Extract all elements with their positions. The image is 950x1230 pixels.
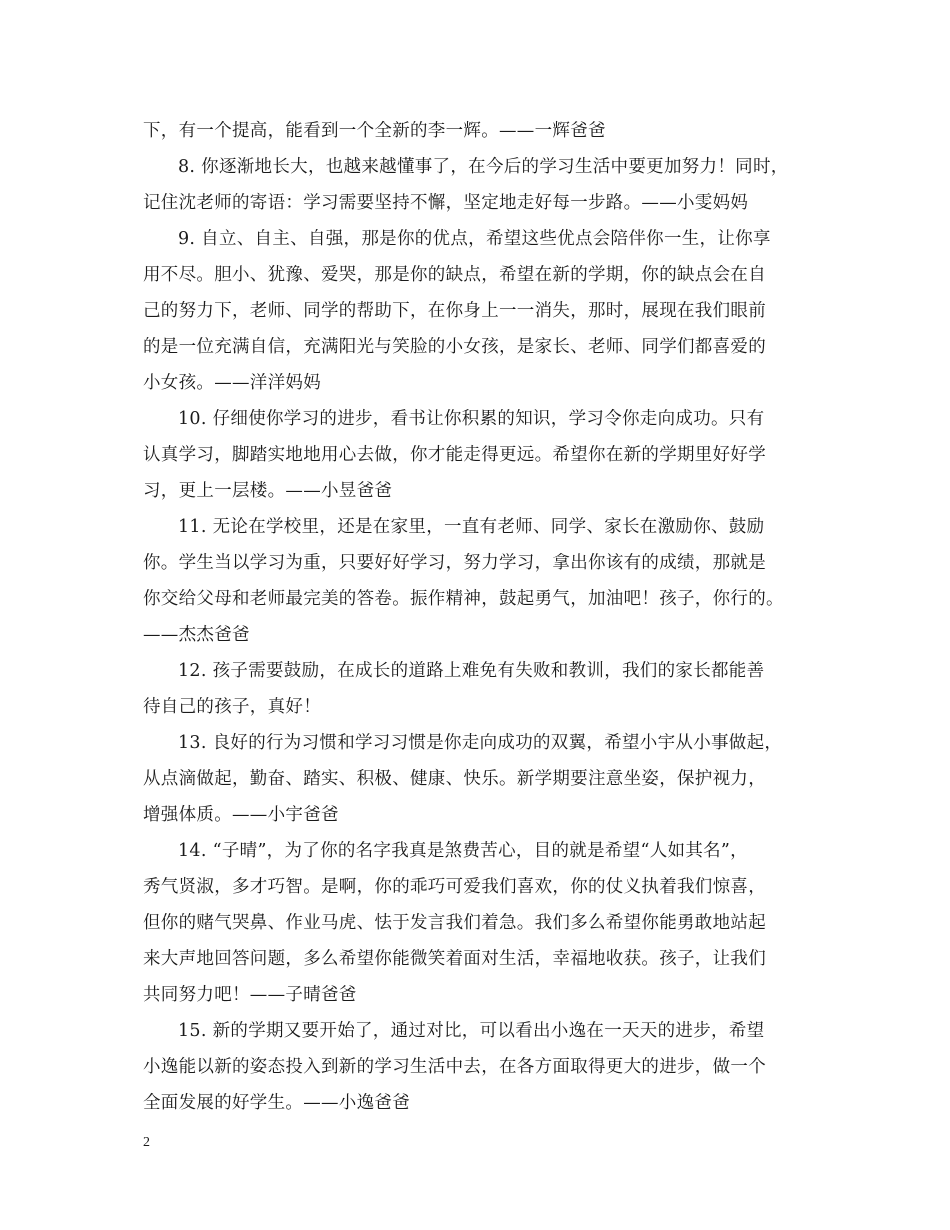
- text-line: 己的努力下，老师、同学的帮助下，在你身上一一消失，那时，展现在我们眼前: [143, 301, 766, 321]
- text-line: 的是一位充满自信，充满阳光与笑脸的小女孩，是家长、老师、同学们都喜爱的: [143, 337, 766, 357]
- text-line: 认真学习，脚踏实地地用心去做，你才能走得更远。希望你在新的学期里好好学: [143, 445, 766, 465]
- text-line: 14. “子晴”，为了你的名字我真是煞费苦心，目的就是希望“人如其名”，: [178, 841, 748, 861]
- text-line: 从点滴做起，勤奋、踏实、积极、健康、快乐。新学期要注意坐姿，保护视力，: [143, 769, 766, 789]
- text-line: 13. 良好的行为习惯和学习习惯是你走向成功的双翼，希望小宇从小事做起，: [178, 733, 783, 753]
- text-line: 11. 无论在学校里，还是在家里，一直有老师、同学、家长在激励你、鼓励: [178, 517, 765, 537]
- text-line: 增强体质。——小宇爸爸: [143, 805, 339, 825]
- text-line: 习，更上一层楼。——小昱爸爸: [143, 481, 393, 501]
- text-line: 下，有一个提高，能看到一个全新的李一辉。——一辉爸爸: [143, 121, 606, 141]
- text-line: 你交给父母和老师最完美的答卷。振作精神，鼓起勇气，加油吧！孩子，你行的。: [143, 589, 784, 609]
- text-line: 8. 你逐渐地长大，也越来越懂事了，在今后的学习生活中要更加努力！同时，: [178, 157, 789, 177]
- page-number: 2: [143, 1135, 150, 1150]
- text-line: 你。学生当以学习为重，只要好好学习，努力学习，拿出你该有的成绩，那就是: [143, 553, 766, 573]
- text-line: 秀气贤淑，多才巧智。是啊，你的乖巧可爱我们喜欢，你的仗义执着我们惊喜，: [143, 877, 766, 897]
- text-line: 12. 孩子需要鼓励，在成长的道路上难免有失败和教训，我们的家长都能善: [178, 661, 765, 681]
- text-line: 15. 新的学期又要开始了，通过对比，可以看出小逸在一天天的进步，希望: [178, 1021, 765, 1041]
- text-line: 共同努力吧！——子晴爸爸: [143, 985, 357, 1005]
- text-line: 记住沈老师的寄语：学习需要坚持不懈，坚定地走好每一步路。——小雯妈妈: [143, 193, 749, 213]
- text-line: 来大声地回答问题，多么希望你能微笑着面对生活，幸福地收获。孩子，让我们: [143, 949, 766, 969]
- text-line: ——杰杰爸爸: [143, 625, 250, 645]
- text-line: 待自己的孩子，真好！: [143, 697, 321, 717]
- text-line: 小女孩。——洋洋妈妈: [143, 373, 321, 393]
- text-line: 用不尽。胆小、犹豫、爱哭，那是你的缺点，希望在新的学期，你的缺点会在自: [143, 265, 766, 285]
- text-line: 小逸能以新的姿态投入到新的学习生活中去，在各方面取得更大的进步，做一个: [143, 1057, 766, 1077]
- text-line: 9. 自立、自主、自强，那是你的优点，希望这些优点会陪伴你一生，让你享: [178, 229, 771, 249]
- text-line: 但你的赌气哭鼻、作业马虎、怯于发言我们着急。我们多么希望你能勇敢地站起: [143, 913, 766, 933]
- document-body: [143, 113, 823, 1121]
- text-line: 10. 仔细使你学习的进步，看书让你积累的知识，学习令你走向成功。只有: [178, 409, 765, 429]
- text-line: 全面发展的好学生。——小逸爸爸: [143, 1093, 410, 1113]
